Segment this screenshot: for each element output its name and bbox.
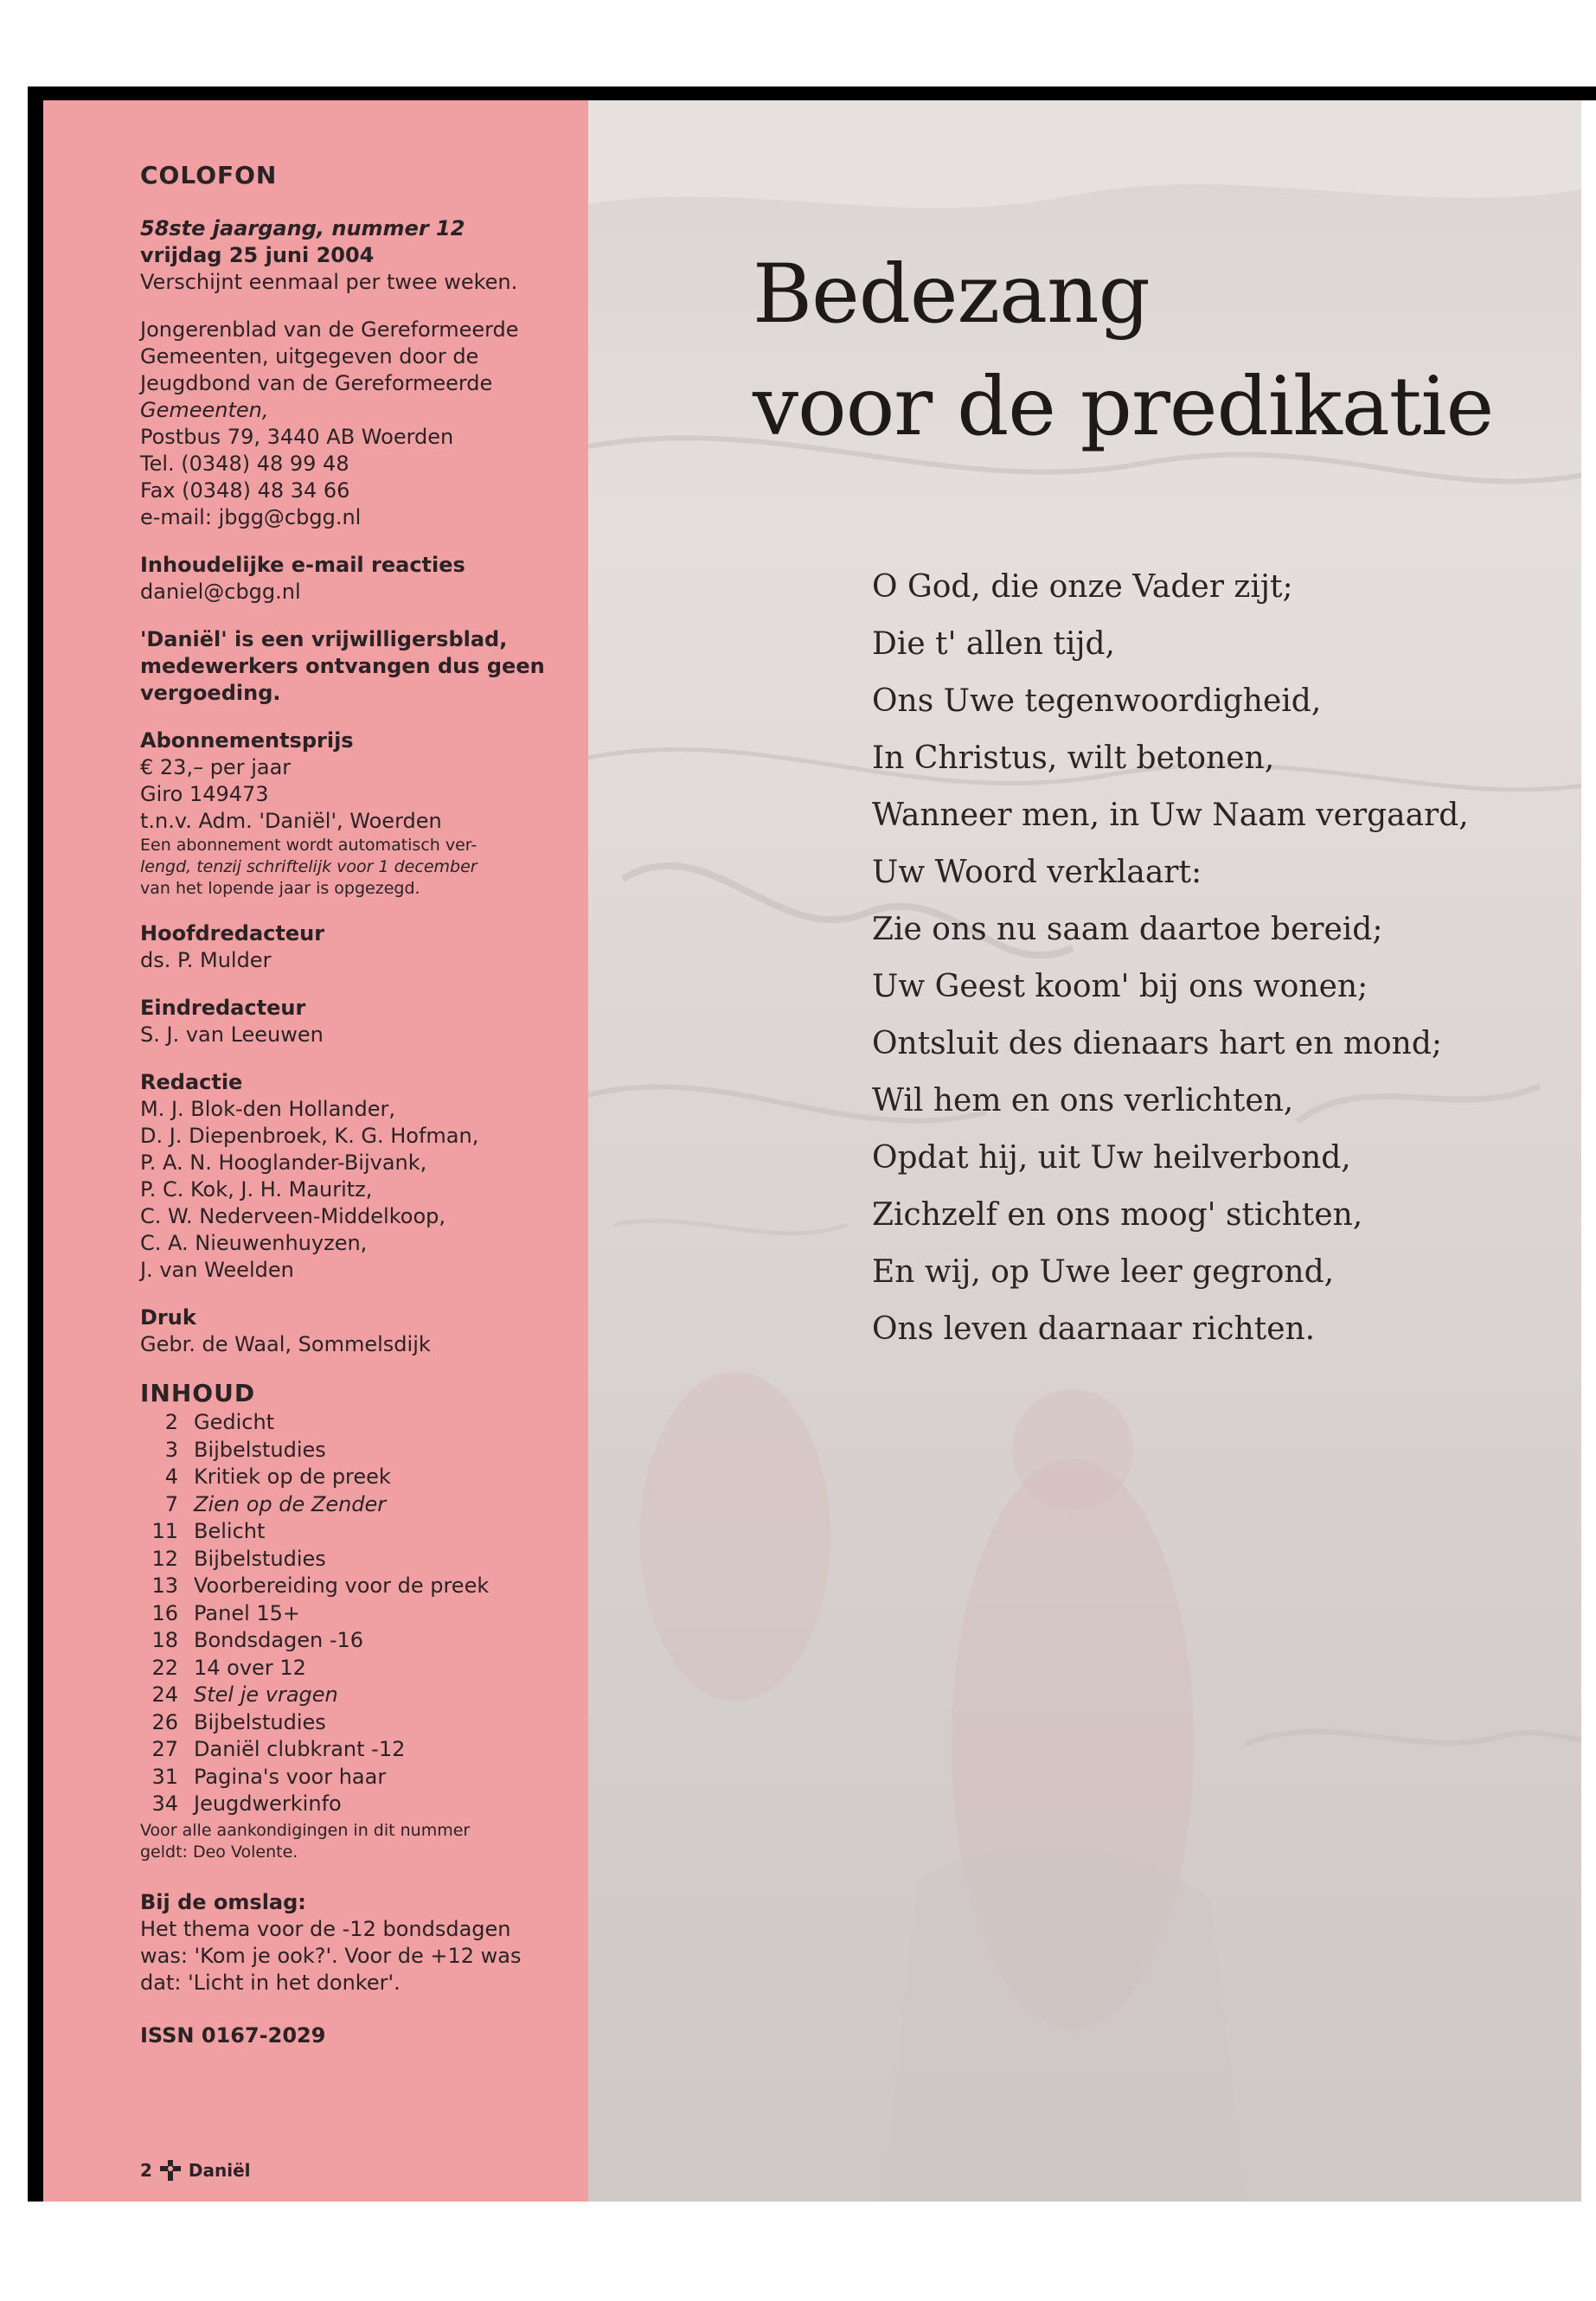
- toc-item: [140, 1736, 588, 1764]
- toc-title: Pagina's voor haar: [194, 1764, 387, 1789]
- editorial-line: M. J. Blok-den Hollander,: [140, 1097, 395, 1121]
- colofon-heading: COLOFON: [140, 161, 278, 189]
- magazine-name: Daniël: [188, 2160, 251, 2181]
- poem-title: [753, 239, 1493, 464]
- editorial-line: J. van Weelden: [140, 1258, 294, 1282]
- toc-page: 34: [151, 1791, 178, 1816]
- toc-item: [140, 1627, 588, 1655]
- toc-title: Daniël clubkrant -12: [194, 1737, 406, 1761]
- print-label: Druk: [140, 1305, 196, 1330]
- poem-line: Zichzelf en ons moog' stichten,: [872, 1197, 1363, 1233]
- subscription-note: Een abonnement wordt automatisch ver-: [140, 836, 478, 855]
- poem-line: Uw Woord verklaart:: [872, 855, 1202, 890]
- toc-item: [140, 1464, 588, 1491]
- toc-title: Voorbereiding voor de preek: [194, 1574, 490, 1598]
- toc-item: [140, 1791, 588, 1818]
- toc-page: 16: [151, 1600, 178, 1625]
- editorial-board: [140, 1069, 588, 1284]
- subscription-giro: Giro 149473: [140, 782, 269, 806]
- final-editor-label: Eindredacteur: [140, 996, 306, 1020]
- toc-page: 24: [151, 1682, 178, 1707]
- volunteer-line: vergoeding.: [140, 681, 281, 705]
- editorial-label: Redactie: [140, 1070, 243, 1094]
- chief-editor-label: Hoofdredacteur: [140, 921, 325, 945]
- subscription-price: € 23,– per jaar: [140, 755, 292, 779]
- toc-page: 7: [164, 1491, 178, 1516]
- poem-line: Ons Uwe tegenwoordigheid,: [872, 683, 1322, 719]
- toc-page: 27: [151, 1737, 178, 1761]
- publisher-email: e-mail: jbgg@cbgg.nl: [140, 505, 362, 529]
- toc-item: [140, 1682, 588, 1709]
- print-value: Gebr. de Waal, Sommelsdijk: [140, 1332, 431, 1356]
- publisher-phone: Tel. (0348) 48 99 48: [140, 452, 349, 476]
- toc-page: 26: [151, 1709, 178, 1734]
- cross-icon: [159, 2159, 182, 2182]
- poem-line: Die t' allen tijd,: [872, 626, 1115, 662]
- toc-title: Jeugdwerkinfo: [194, 1791, 342, 1816]
- publisher-line: Gemeenten,: [140, 398, 269, 422]
- editorial-line: P. A. N. Hooglander-Bijvank,: [140, 1150, 427, 1175]
- publisher-line: Gemeenten, uitgegeven door de: [140, 344, 479, 369]
- issue-volume: 58ste jaargang, nummer 12: [140, 216, 465, 240]
- email-reactions-label: Inhoudelijke e-mail reacties: [140, 553, 465, 577]
- issue-frequency: Verschijnt eenmaal per twee weken.: [140, 270, 518, 294]
- page-right-edge: [1581, 100, 1596, 2202]
- publisher-address: Postbus 79, 3440 AB Woerden: [140, 425, 454, 449]
- publisher-line: Jeugdbond van de Gereformeerde: [140, 371, 493, 395]
- toc-page: 22: [151, 1655, 178, 1680]
- email-reactions: [140, 552, 588, 606]
- toc-page: 2: [164, 1410, 178, 1434]
- toc-page: 13: [151, 1574, 178, 1598]
- toc-item: [140, 1709, 588, 1737]
- toc-title: Kritiek op de preek: [194, 1465, 391, 1489]
- poem-line: Ons leven daarnaar richten.: [872, 1311, 1316, 1347]
- toc-note: [140, 1820, 588, 1863]
- poem-line: Opdat hij, uit Uw heilverbond,: [872, 1140, 1351, 1176]
- toc-title: Stel je vragen: [194, 1682, 338, 1707]
- subscription-info: [140, 727, 588, 900]
- toc-note-line: Voor alle aankondigingen in dit nummer: [140, 1820, 471, 1840]
- toc-item: [140, 1764, 588, 1791]
- email-reactions-value: daniel@cbgg.nl: [140, 580, 301, 604]
- toc-item: [140, 1518, 588, 1546]
- volunteer-line: medewerkers ontvangen dus geen: [140, 654, 545, 678]
- final-editor: [140, 995, 588, 1048]
- issn: ISSN 0167-2029: [140, 2022, 326, 2048]
- editorial-line: C. A. Nieuwenhuyzen,: [140, 1231, 368, 1255]
- poem-title-line: Bedezang: [753, 247, 1150, 342]
- publisher-fax: Fax (0348) 48 34 66: [140, 478, 350, 503]
- toc-item: [140, 1655, 588, 1682]
- publisher-info: [140, 317, 588, 531]
- cover-line: was: 'Kom je ook?'. Voor de +12 was: [140, 1943, 522, 1968]
- poem-line: Ontsluit des dienaars hart en mond;: [872, 1026, 1443, 1061]
- printer-info: [140, 1304, 588, 1358]
- final-editor-name: S. J. van Leeuwen: [140, 1022, 324, 1047]
- toc-page: 4: [164, 1465, 178, 1489]
- page-top-border: [28, 87, 1596, 100]
- poem-text: [872, 559, 1469, 1358]
- toc-item: [140, 1573, 588, 1600]
- toc-page: 3: [164, 1437, 178, 1462]
- toc-title: Bijbelstudies: [194, 1709, 326, 1734]
- poem-line: Zie ons nu saam daartoe bereid;: [872, 912, 1383, 947]
- editorial-line: P. C. Kok, J. H. Mauritz,: [140, 1177, 373, 1202]
- cover-line: Het thema voor de -12 bondsdagen: [140, 1916, 511, 1941]
- toc-title: Belicht: [194, 1519, 266, 1543]
- chief-editor: [140, 920, 588, 974]
- toc-item: [140, 1600, 588, 1628]
- toc-title: Gedicht: [194, 1410, 275, 1434]
- toc-page: 31: [151, 1764, 178, 1789]
- toc-title: Bijbelstudies: [194, 1546, 326, 1571]
- poem-title-line: voor de predikatie: [753, 360, 1494, 454]
- volunteer-line: 'Daniël' is een vrijwilligersblad,: [140, 627, 508, 651]
- toc-page: 18: [151, 1628, 178, 1652]
- toc-title: Bondsdagen -16: [194, 1628, 364, 1652]
- page-number: 2: [140, 2160, 152, 2181]
- toc-page: 12: [151, 1546, 178, 1571]
- table-of-contents: [140, 1409, 588, 1818]
- poem-line: En wij, op Uwe leer gegrond,: [872, 1254, 1335, 1290]
- toc-item: [140, 1409, 588, 1437]
- toc-item: [140, 1491, 588, 1519]
- subscription-note: lengd, tenzij schriftelijk voor 1 december: [140, 857, 478, 876]
- editorial-line: C. W. Nederveen-Middelkoop,: [140, 1204, 445, 1228]
- cover-label: Bij de omslag:: [140, 1889, 306, 1914]
- page-footer: [140, 2159, 251, 2182]
- toc-title: Panel 15+: [194, 1600, 301, 1625]
- toc-title: 14 over 12: [194, 1655, 306, 1680]
- poem-panel: [588, 100, 1596, 2202]
- issue-info: [140, 215, 588, 296]
- inhoud-title: INHOUD: [140, 1379, 256, 1407]
- issn-block: [140, 2022, 588, 2049]
- poem-line: In Christus, wilt betonen,: [872, 740, 1275, 776]
- toc-title: Bijbelstudies: [194, 1437, 326, 1462]
- poem-line: Uw Geest koom' bij ons wonen;: [872, 969, 1368, 1004]
- editorial-line: D. J. Diepenbroek, K. G. Hofman,: [140, 1124, 479, 1148]
- toc-item: [140, 1437, 588, 1465]
- subscription-note: van het lopende jaar is opgezegd.: [140, 879, 420, 898]
- publisher-line: Jongerenblad van de Gereformeerde: [140, 317, 519, 342]
- poem-line: Wil hem en ons verlichten,: [872, 1083, 1294, 1118]
- toc-title: Zien op de Zender: [194, 1491, 387, 1516]
- subscription-label: Abonnementsprijs: [140, 728, 354, 753]
- subscription-payee: t.n.v. Adm. 'Daniël', Woerden: [140, 809, 442, 833]
- toc-note-line: geldt: Deo Volente.: [140, 1842, 298, 1862]
- colofon-sidebar: [43, 100, 588, 2202]
- toc-page: 11: [151, 1519, 178, 1543]
- issue-date: vrijdag 25 juni 2004: [140, 243, 375, 267]
- toc-item: [140, 1546, 588, 1574]
- page-left-border: [28, 87, 43, 2202]
- poem-line: Wanneer men, in Uw Naam vergaard,: [872, 798, 1469, 833]
- volunteer-note: [140, 626, 588, 707]
- poem-line: O God, die onze Vader zijt;: [872, 569, 1293, 605]
- cover-info: [140, 1889, 588, 1997]
- chief-editor-name: ds. P. Mulder: [140, 948, 272, 972]
- cover-line: dat: 'Licht in het donker'.: [140, 1970, 401, 1995]
